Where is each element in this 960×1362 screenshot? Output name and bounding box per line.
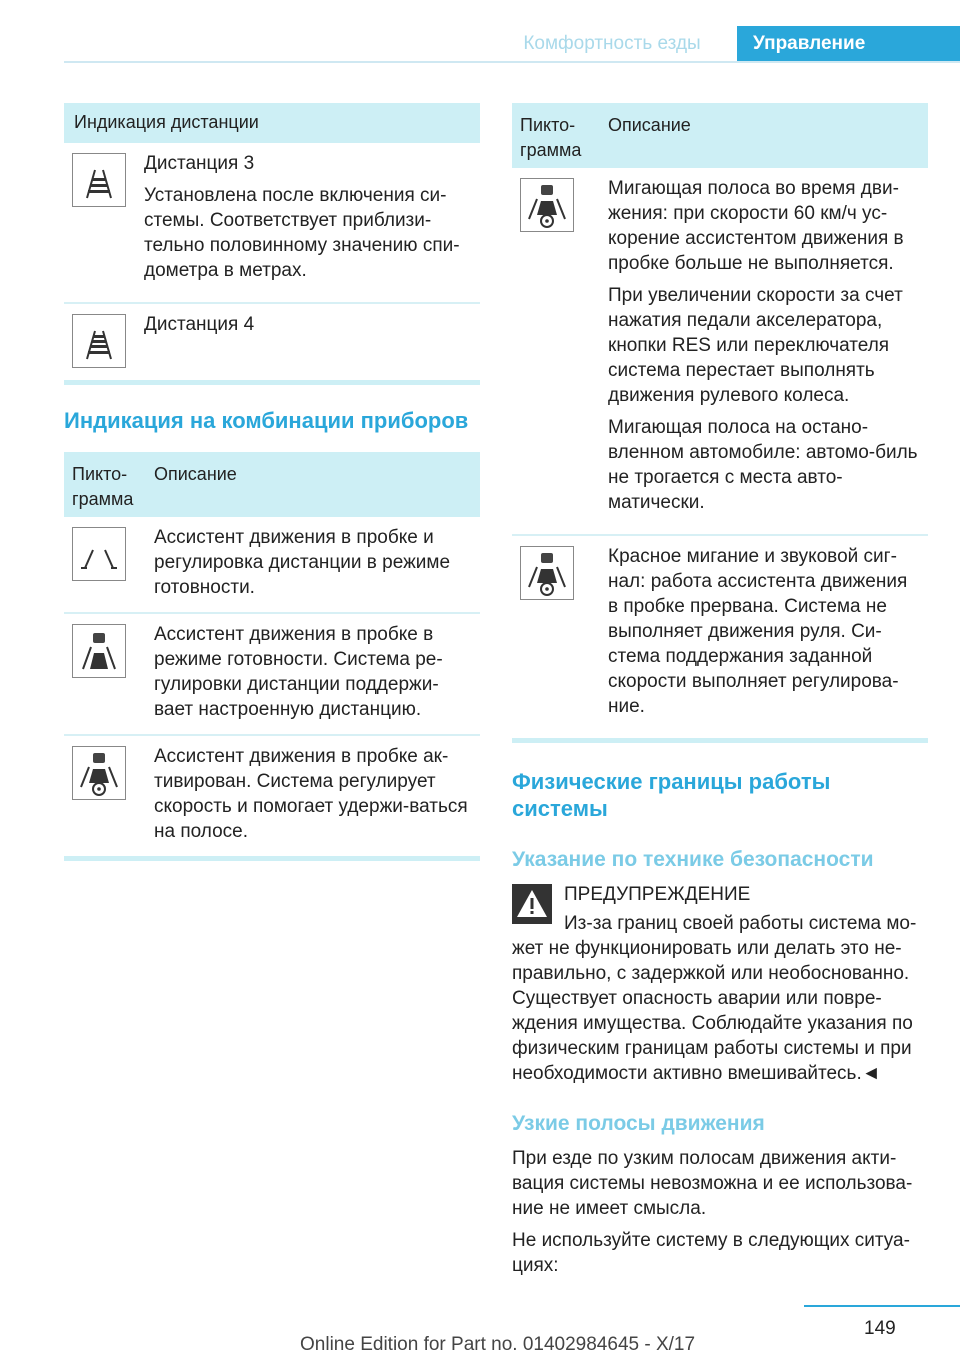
cluster-table [64, 452, 480, 861]
footer-divider [804, 1305, 960, 1307]
cluster-table-header [64, 452, 480, 517]
page-number: 149 [864, 1318, 896, 1339]
table-row [64, 736, 480, 856]
warning-text: Из-за границ своей работы система мо-жет не функционировать или делать это не-правильно, с задержкой или необоснованно. Существует опасность аварии или повре-ждения имущества. Соблюдайте указания по физическим границам работы системы и при необходимости активно вмешивайтесь.◄ [512, 913, 917, 1084]
table-row [512, 536, 928, 738]
table-bottom-rule [512, 738, 928, 743]
narrow-lanes-body [512, 1146, 928, 1278]
narrow-lanes-heading: Узкие полосы движения [512, 1112, 765, 1135]
car-steering-icon [520, 178, 574, 232]
warning-icon [512, 884, 552, 924]
header-divider [64, 61, 960, 63]
car-steering-icon [72, 746, 126, 800]
col-pictogram: Пикто-грамма [520, 115, 582, 160]
table-row [64, 304, 480, 380]
blinking-while-driving-text: Мигающая полоса во время дви-жения: при скорости 60 км/ч ус-корение ассистентом движения в пробке больше не выполняется. [608, 178, 904, 274]
header-section-title: Комфортность езды [523, 32, 701, 54]
col-description: Описание [608, 115, 691, 135]
distance-4-icon [72, 314, 126, 368]
table-row [64, 143, 480, 304]
blinking-stopped-text: Мигающая полоса на остано-вленном автомобиле: автомо-биль не трогается с места авто-матически. [608, 417, 918, 513]
distance-3-desc: Установлена после включения си-стемы. Соответствует приблизи-тельно половинному значению спи-дометра в метрах. [144, 185, 460, 281]
status-table-header [512, 103, 928, 168]
table-row [64, 614, 480, 736]
warning-block [512, 882, 928, 1086]
car-steering-icon [520, 546, 574, 600]
narrow-lanes-p1: При езде по узким полосам движения акти-вация системы невозможна и ее использова-ние не имеет смысла. [512, 1148, 913, 1219]
distance-table [64, 103, 480, 385]
physical-limits-heading: Физические границы работы системы [512, 769, 831, 821]
header-chapter-tab: Управление [737, 26, 960, 61]
cluster-row-3-text: Ассистент движения в пробке ак-тивирован. Система регулирует скорость и помогает удержи-ваться на полосе. [154, 746, 468, 842]
narrow-lanes-p2: Не используйте систему в следующих ситуа-циях: [512, 1230, 910, 1276]
distance-3-title: Дистанция 3 [144, 153, 255, 174]
table-bottom-rule [64, 856, 480, 861]
right-column [512, 103, 928, 1285]
speed-increase-text: При увеличении скорости за счет нажатия педали акселератора, кнопки RES или переключателя система перестает выполнять движения рулевого колеса. [608, 285, 903, 406]
safety-note-heading: Указание по технике безопасности [512, 848, 874, 871]
col-description: Описание [154, 464, 237, 484]
col-pictogram: Пикто-грамма [72, 464, 134, 509]
cluster-indication-heading: Индикация на комбинации приборов [64, 408, 469, 433]
table-bottom-rule [64, 380, 480, 385]
warning-label: ПРЕДУПРЕЖДЕНИЕ [564, 884, 751, 905]
distance-3-icon [72, 153, 126, 207]
distance-4-title: Дистанция 4 [144, 314, 255, 335]
status-table [512, 103, 928, 743]
table-row [64, 517, 480, 614]
red-blinking-text: Красное мигание и звуковой сиг-нал: работа ассистента движения в пробке прервана. Система не выполняет движения руля. Си-стема поддержания заданной скорости выполняет регулирова-ние. [608, 546, 908, 717]
left-column [64, 103, 480, 861]
footer-edition: Online Edition for Part no. 01402984645 - X/17 [300, 1334, 696, 1355]
lane-lines-icon [72, 527, 126, 581]
cluster-row-2-text: Ассистент движения в пробке в режиме готовности. Система ре-гулировки дистанции поддержи-вает настроенную дистанцию. [154, 624, 443, 720]
car-lane-icon [72, 624, 126, 678]
cluster-row-1-text: Ассистент движения в пробке и регулировка дистанции в режиме готовности. [154, 527, 451, 598]
distance-table-header: Индикация дистанции [64, 103, 480, 143]
table-row [512, 168, 928, 536]
